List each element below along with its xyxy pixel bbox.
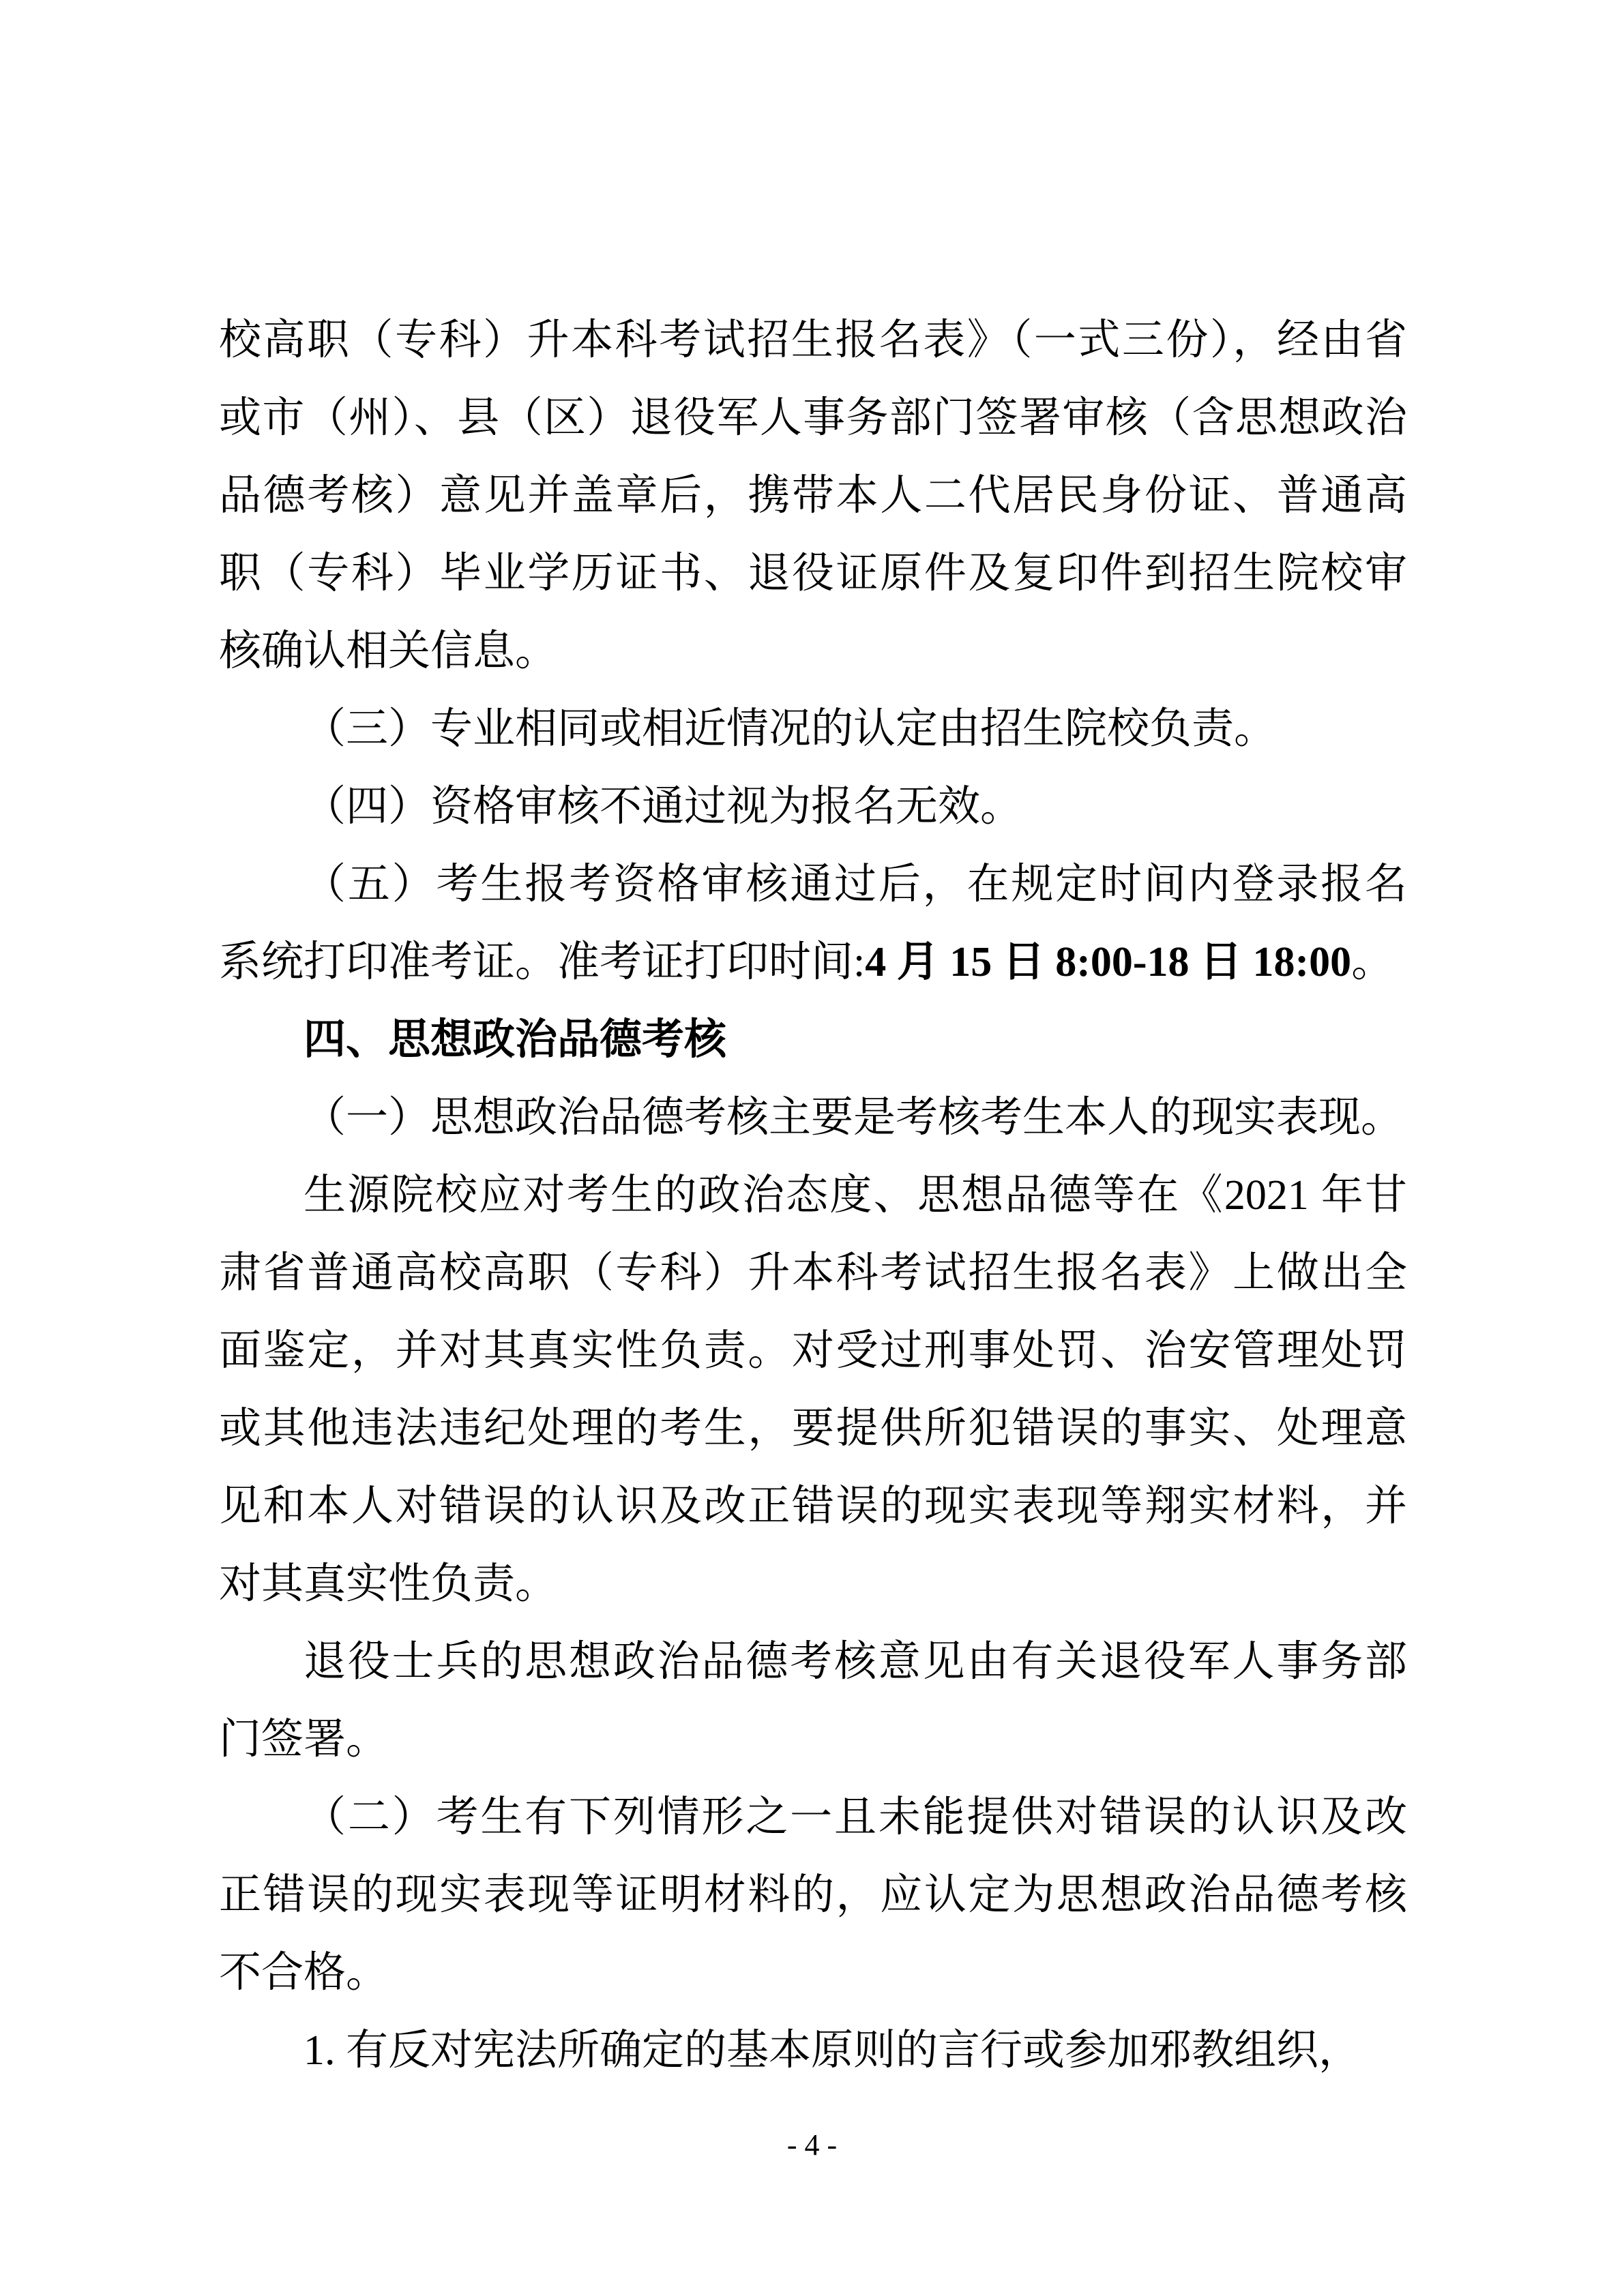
body-line: 生源院校应对考生的政治态度、思想品德等在《2021 年甘 — [304, 1172, 1407, 1219]
body-line: 面鉴定，并对其真实性负责。对受过刑事处罚、治安管理处罚 — [219, 1328, 1407, 1374]
body-line: 见和本人对错误的认识及改正错误的现实表现等翔实材料，并 — [219, 1483, 1407, 1530]
body-line: 或其他违法违纪处理的考生，要提供所犯错误的事实、处理意 — [219, 1405, 1407, 1452]
body-line: 核确认相关信息。 — [219, 628, 558, 674]
body-text: 系统打印准考证。准考证打印时间: — [219, 939, 866, 985]
body-line: 1. 有反对宪法所确定的基本原则的言行或参加邪教组织， — [304, 2027, 1361, 2074]
print-deadline-bold-text: 4 月 15 日 8:00-18 日 18:00 — [865, 939, 1352, 985]
body-line: 肃省普通高校高职（专科）升本科考试招生报名表》上做出全 — [219, 1250, 1407, 1296]
section-heading: 四、思想政治品德考核 — [304, 1016, 727, 1063]
body-text: 。 — [1351, 939, 1394, 985]
body-line: 对其真实性负责。 — [219, 1561, 558, 1607]
text-block — [219, 301, 1407, 2089]
body-line: 或市（州）、县（区）退役军人事务部门签署审核（含思想政治 — [219, 395, 1407, 441]
body-line: 品德考核）意见并盖章后，携带本人二代居民身份证、普通高 — [219, 473, 1407, 519]
body-line: 职（专科）毕业学历证书、退役证原件及复印件到招生院校审 — [219, 550, 1407, 597]
body-line: 退役士兵的思想政治品德考核意见由有关退役军人事务部 — [304, 1639, 1407, 1685]
body-line: 正错误的现实表现等证明材料的，应认定为思想政治品德考核 — [219, 1872, 1407, 1918]
page-footer — [0, 2125, 1624, 2166]
body-line: 不合格。 — [219, 1950, 389, 1996]
body-line: （一）思想政治品德考核主要是考核考生本人的现实表现。 — [304, 1094, 1404, 1141]
page-number: - 4 - — [786, 2128, 838, 2162]
body-line: （三）专业相同或相近情况的认定由招生院校负责。 — [304, 706, 1277, 752]
body-line: （五）考生报考资格审核通过后，在规定时间内登录报名 — [304, 861, 1407, 908]
body-line: 门签署。 — [219, 1716, 389, 1763]
body-line — [219, 923, 1407, 1001]
body-line: （四）资格审核不通过视为报名无效。 — [304, 784, 1023, 830]
body-line: （二）考生有下列情形之一且未能提供对错误的认识及改 — [304, 1794, 1407, 1840]
body-line: 校高职（专科）升本科考试招生报名表》（一式三份），经由省 — [219, 317, 1407, 363]
